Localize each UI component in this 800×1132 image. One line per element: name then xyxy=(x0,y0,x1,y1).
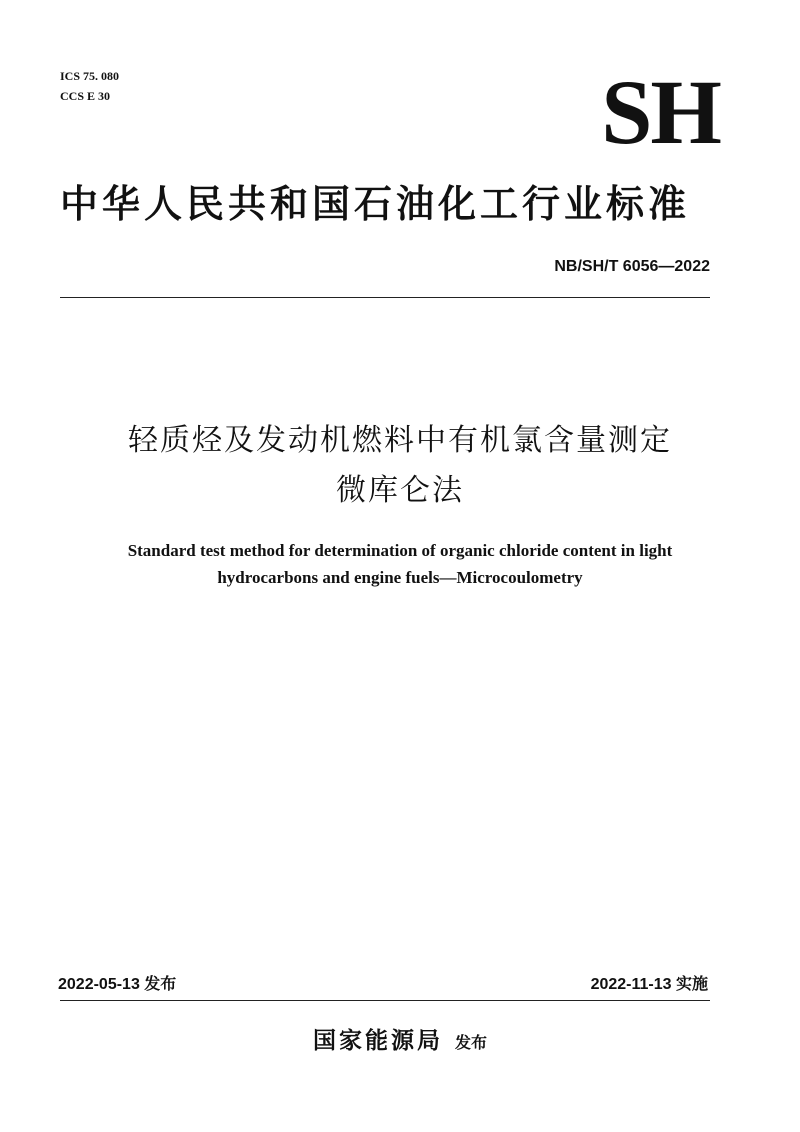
top-divider xyxy=(60,297,710,298)
implementation-date: 2022-11-13 实施 xyxy=(590,976,708,993)
english-title-line-1: Standard test method for determination of organic chloride content in light xyxy=(127,541,673,560)
sh-logo: SH xyxy=(601,61,720,163)
standard-category-title: 中华人民共和国石油化工行业标准 xyxy=(60,182,691,226)
chinese-title-line-1: 轻质烃及发动机燃料中有机氯含量测定 xyxy=(128,423,672,458)
chinese-title-line-2: 微库仑法 xyxy=(336,473,464,508)
english-title-line-2: hydrocarbons and engine fuels—Microcoulometry xyxy=(217,568,583,587)
ics-code: ICS 75. 080 xyxy=(60,69,120,83)
classification-codes xyxy=(60,66,119,106)
issue-date: 2022-05-13 发布 xyxy=(58,976,177,993)
publisher xyxy=(200,1022,600,1055)
publisher-suffix: 发布 xyxy=(454,1033,487,1052)
bottom-divider xyxy=(60,1000,710,1001)
ccs-code: CCS E 30 xyxy=(60,89,111,103)
standard-number: NB/SH/T 6056—2022 xyxy=(554,258,710,275)
publisher-name: 国家能源局 xyxy=(312,1028,443,1054)
